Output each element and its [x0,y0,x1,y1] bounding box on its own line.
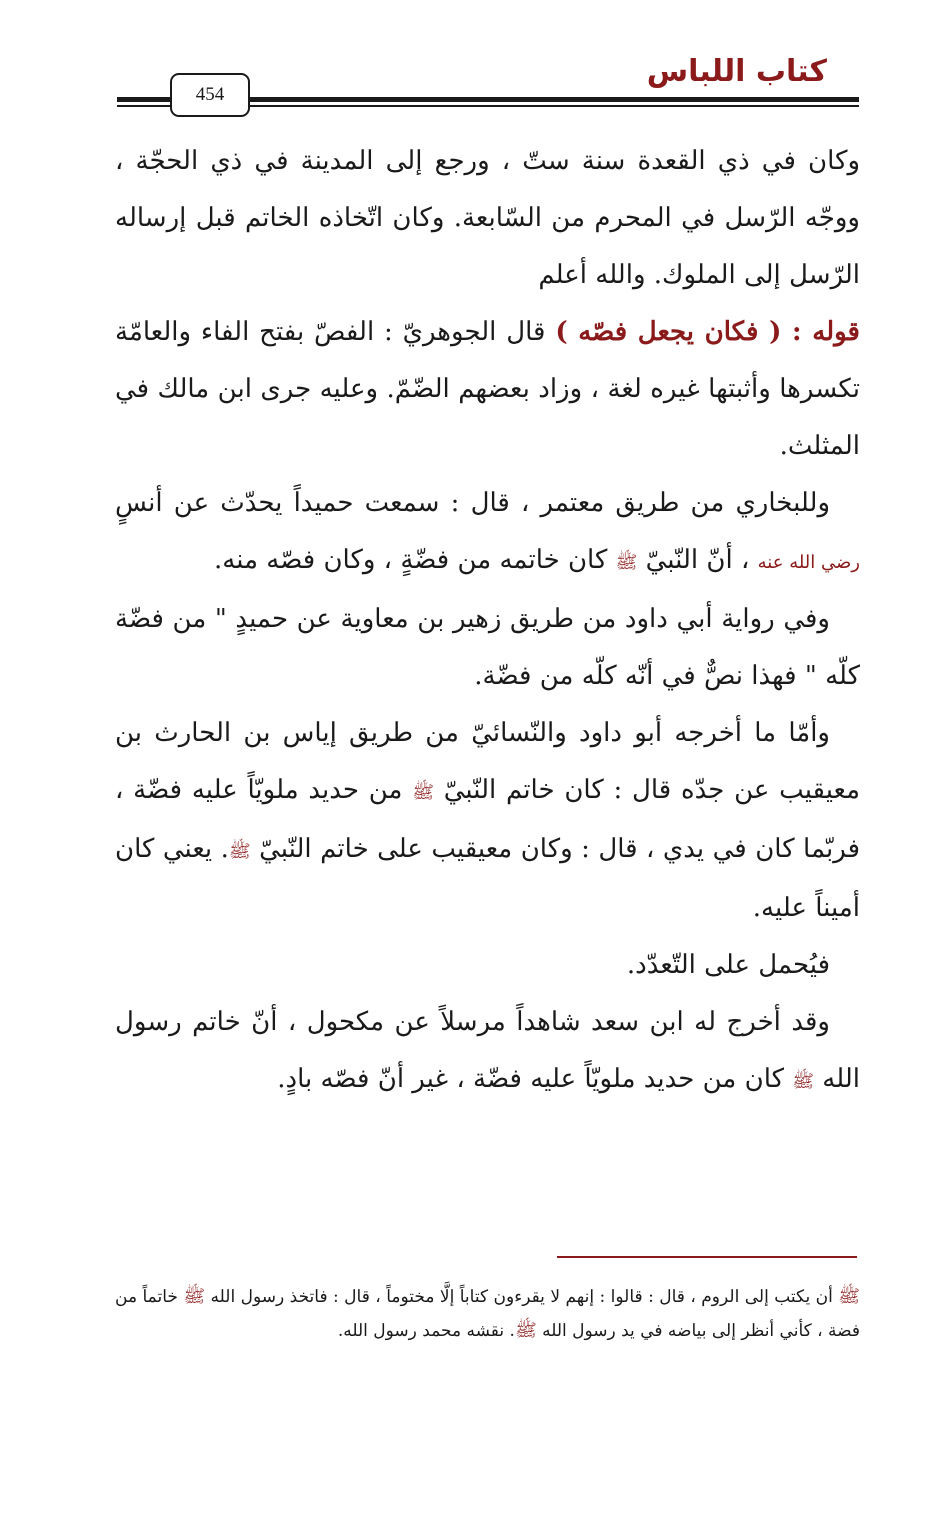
honorific-icon: ﷺ [838,1286,860,1307]
footnote-text-b: خاتماً من فضة ، كأني أنظر إلى بياضه في يد رسول الله [115,1287,860,1341]
honorific-icon: ﷺ [615,552,638,573]
main-text [115,133,860,1110]
paragraph-5-text-b: من حديد ملويّاً عليه فضّة ، فربّما كان في يدي ، قال : وكان معيقيب على خاتم النّبيّ [115,775,861,864]
paragraph-5-text-a: وأمّا ما أخرجه أبو داود والنّسائيّ من طريق إياس بن الحارث بن معيقيب عن جدّه قال : كان خاتم النّبيّ [115,718,861,805]
paragraph-5-text-c: . يعني كان أميناً عليه. [115,834,860,923]
footnote-divider [557,1256,857,1258]
honorific-icon: ﷺ [183,1286,206,1307]
paragraph-2 [115,304,860,475]
page-header [0,0,945,125]
paragraph-3-text-a: وللبخاري من طريق معتمر ، قال : سمعت حميداً يحدّث عن أنسٍ [115,488,830,518]
paragraph-7-text-a: وقد أخرج له ابن سعد شاهداً مرسلاً عن مكحول ، أنّ خاتم رسول الله [115,1007,860,1094]
footnote-text-a: أن يكتب إلى الروم ، قال : قالوا : إنهم لا يقرءون كتاباً إلَّا مختوماً ، قال : فاتخذ رسول الله [210,1287,833,1307]
paragraph-4: وفي رواية أبي داود من طريق زهير بن معاوية عن حميدٍ " من فضّة كلّه " فهذا نصٌّ في أنّه كلّه من فضّة. [115,604,860,691]
paragraph-5 [115,705,860,937]
honorific-icon: رضي الله عنه [757,552,860,573]
quote-label: قوله : ( فكان يجعل فصّه ) [555,317,860,347]
paragraph-7 [115,994,860,1110]
book-title: كتاب اللباس [646,54,827,89]
honorific-icon: ﷺ [412,782,434,803]
footnote-text-c: . نقشه محمد رسول الله. [337,1321,515,1341]
page-number: 454 [170,73,250,117]
paragraph-3-text-c: كان خاتمه من فضّةٍ ، وكان فصّه منه. [214,545,608,575]
honorific-icon: ﷺ [228,841,251,862]
paragraph-7-text-b: كان من حديد ملويّاً عليه فضّة ، غير أنّ فصّه بادٍ. [277,1064,785,1094]
paragraph-2-text: قال الجوهريّ : الفصّ بفتح الفاء والعامّة تكسرها وأثبتها غيره لغة ، وزاد بعضهم الضّمّ. وعليه جرى ابن مالك في المثلث. [115,317,860,461]
paragraph-6: فيُحمل على التّعدّد. [626,950,830,980]
honorific-icon: ﷺ [514,1320,537,1341]
paragraph-3-text-b: ، أنّ النّبيّ [645,545,750,575]
honorific-icon: ﷺ [792,1071,815,1092]
footnote [115,1280,860,1348]
paragraph-3 [115,475,860,591]
paragraph-1: وكان في ذي القعدة سنة ستّ ، ورجع إلى المدينة في ذي الحجّة ، ووجّه الرّسل في المحرم من السّابعة. وكان اتّخاذه الخاتم قبل إرساله الرّسل إلى الملوك. والله أعلم [115,146,860,290]
